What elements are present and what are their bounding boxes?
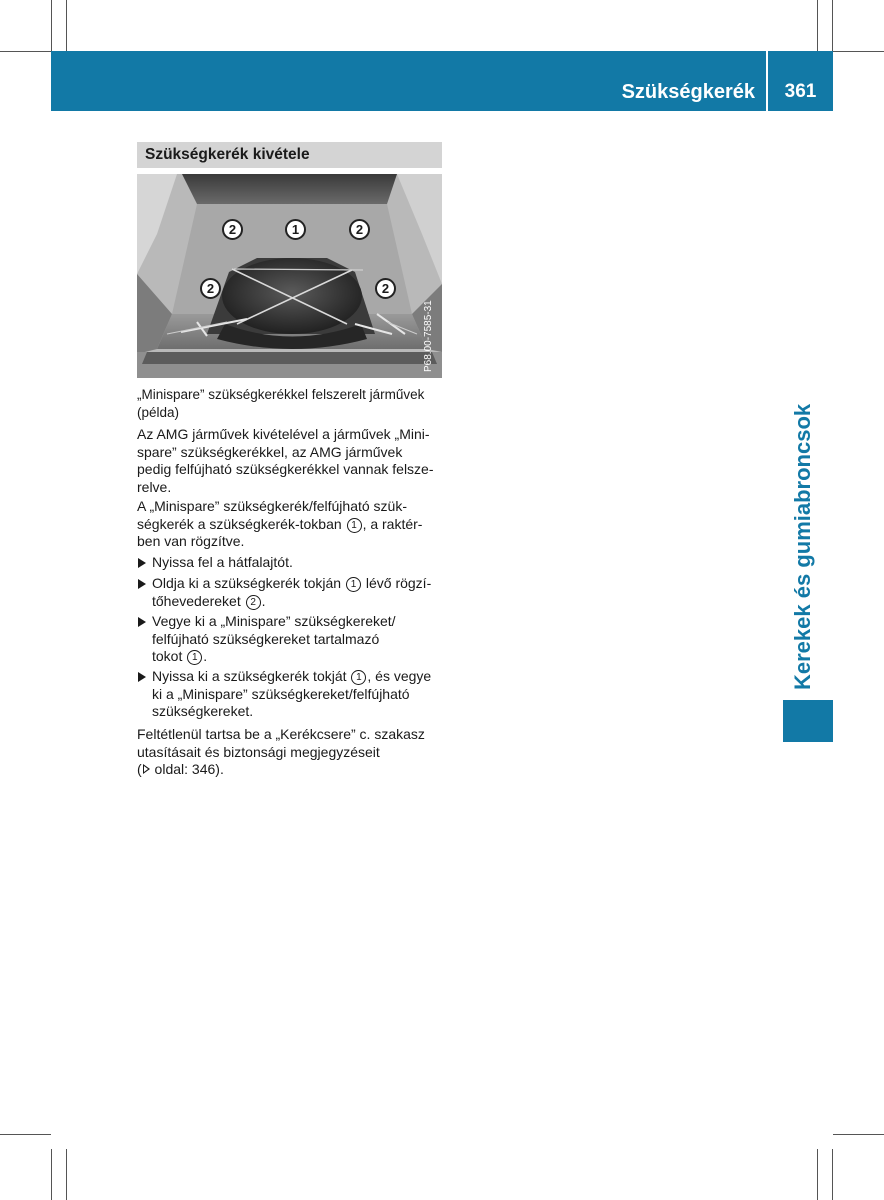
step-text: felfújható szükségkereket tartalmazó <box>152 630 380 647</box>
figure-caption <box>137 386 447 421</box>
page-number: 361 <box>784 81 817 102</box>
text-line: pedig felfújható szükségkerékkel vannak felsze- <box>137 461 434 477</box>
text-line: ben van rögzítve. <box>137 533 245 549</box>
callout-ref-1: 1 <box>187 650 202 665</box>
page-reference-link[interactable] <box>137 761 447 779</box>
text-line: Feltétlenül tartsa be a „Kerékcsere” c. szakasz <box>137 726 425 742</box>
text-line: spare” szükségkerékkel, az AMG járművek <box>137 443 403 460</box>
crop-mark <box>817 0 818 51</box>
section-heading: Szükségkerék kivétele <box>137 142 442 168</box>
text-line <box>137 516 447 534</box>
crop-mark <box>817 1149 818 1200</box>
text-run: tőhevedereket <box>152 592 245 609</box>
callout-2-top-right: 2 <box>349 219 370 240</box>
text-run: . <box>203 648 208 664</box>
step-item <box>137 554 447 572</box>
step-item <box>137 575 447 610</box>
text-line: relve. <box>137 478 172 495</box>
crop-mark <box>833 1134 884 1135</box>
crop-mark <box>833 51 884 52</box>
callout-ref-1: 1 <box>351 670 366 685</box>
crop-mark <box>51 0 52 51</box>
crop-mark <box>51 1149 52 1200</box>
step-text: Vegye ki a „Minispare” szükségkereket/ <box>152 613 396 629</box>
step-text <box>137 575 447 593</box>
text-line: Az AMG járművek kivételével a járművek „Mini- <box>137 426 430 442</box>
text-run: tokot <box>152 648 187 664</box>
step-text: szükségkereket. <box>152 703 254 719</box>
page-header <box>51 51 833 111</box>
figure-code: P68.00-7585-31 <box>423 300 434 372</box>
crop-mark <box>832 1149 833 1200</box>
text-run: . <box>261 592 266 609</box>
storage-paragraph <box>137 498 447 551</box>
page-title: Szükségkerék <box>621 81 755 103</box>
step-text: ki a „Minispare” szükségkereket/felfújható <box>152 685 410 702</box>
crop-mark <box>66 1149 67 1200</box>
safety-note <box>137 726 447 779</box>
text-run: oldal: 346). <box>150 761 224 777</box>
caption-line: „Minispare” szükségkerékkel felszerelt járművek <box>137 387 425 402</box>
step-text <box>137 668 447 686</box>
bullet-arrow-icon <box>138 617 146 627</box>
step-item <box>137 613 447 666</box>
step-text <box>137 593 447 611</box>
side-tab-label: Kerekek és gumiabroncsok <box>790 403 815 690</box>
crop-mark <box>66 0 67 51</box>
crop-mark <box>0 51 51 52</box>
step-item <box>137 668 447 721</box>
callout-2-bottom-right: 2 <box>375 278 396 299</box>
callout-ref-1: 1 <box>346 577 361 592</box>
bullet-arrow-icon <box>138 558 146 568</box>
intro-paragraph <box>137 426 447 496</box>
bullet-arrow-icon <box>138 579 146 589</box>
step-text <box>137 648 447 666</box>
callout-1-top: 1 <box>285 219 306 240</box>
crop-mark <box>832 0 833 51</box>
bullet-arrow-icon <box>138 672 146 682</box>
text-run: , a raktér- <box>362 515 423 532</box>
callout-2-bottom-left: 2 <box>200 278 221 299</box>
text-run: ( <box>137 761 142 777</box>
text-run: Nyissa ki a szükségkerék tokját <box>152 668 351 684</box>
text-line: utasításait és biztonsági megjegyzéseit <box>137 743 380 760</box>
text-line: A „Minispare” szükségkerék/felfújható szük- <box>137 498 407 514</box>
reference-arrow-icon <box>143 764 150 774</box>
callout-ref-2: 2 <box>246 595 261 610</box>
trunk-illustration <box>137 174 442 378</box>
trunk-photo <box>137 174 442 378</box>
text-run: Oldja ki a szükségkerék tokján <box>152 575 345 591</box>
step-text: Nyissa fel a hátfalajtót. <box>152 554 293 570</box>
crop-mark <box>0 1134 51 1135</box>
text-run: lévő rögzí- <box>361 575 432 591</box>
side-tab-marker <box>783 700 833 742</box>
callout-ref-1: 1 <box>347 518 362 533</box>
text-run: , és vegye <box>367 668 432 684</box>
caption-line: (példa) <box>137 404 180 420</box>
callout-2-top-left: 2 <box>222 219 243 240</box>
text-run: ségkerék a szükségkerék-tokban <box>137 515 346 532</box>
